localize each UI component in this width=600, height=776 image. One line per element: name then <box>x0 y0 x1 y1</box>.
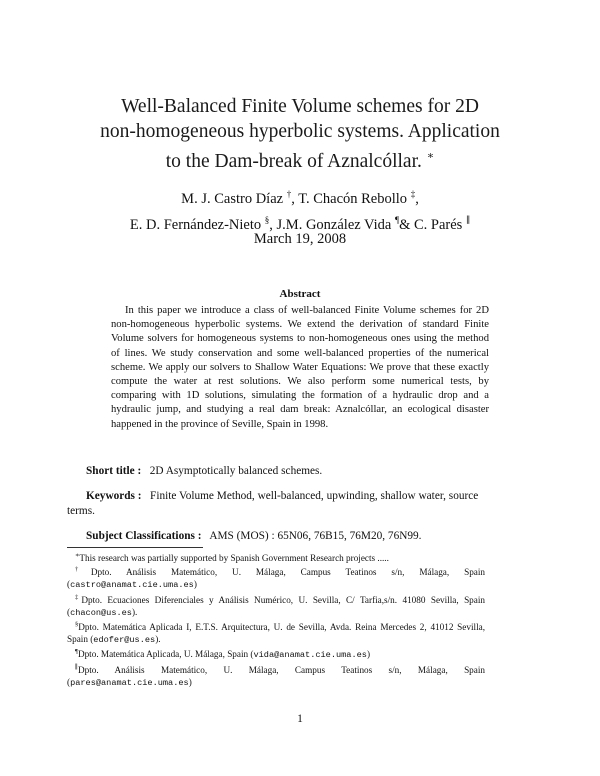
subject-value: AMS (MOS) : 65N06, 76B15, 76M20, 76N99. <box>209 530 422 542</box>
author-fernandez-mark: § <box>264 215 270 225</box>
footnote-mark: ¶ <box>75 648 78 656</box>
title-line-2: non-homogeneous hyperbolic systems. Application <box>100 121 500 142</box>
short-title <box>86 464 506 479</box>
author-line-2: E. D. Fernández-Nieto §, J.M. González Vida ¶& C. Parés ∥ <box>129 215 471 233</box>
footnote-email[interactable]: pares@anamat.cie.uma.es <box>70 677 189 688</box>
author-pares: & C. Parés <box>399 217 463 233</box>
paper-date: March 19, 2008 <box>253 231 347 247</box>
footnote-chacon <box>67 592 485 619</box>
footnotes <box>67 550 485 689</box>
footnote-tail: ). <box>131 606 138 617</box>
author-castro-mark: † <box>286 189 292 199</box>
author-fernandez: E. D. Fernández-Nieto <box>129 217 262 233</box>
footnote-email[interactable]: vida@anamat.cie.uma.es <box>253 650 367 661</box>
footnote-tail: ). <box>155 634 161 645</box>
footnote-text: Dpto. Análisis Matemático, U. Málaga, Campus Teatinos s/n, Málaga, Spain ( <box>67 567 486 590</box>
abstract-text: In this paper we introduce a class of well-balanced Finite Volume schemes for 2D non-homogeneous hyperbolic systems. We extend the derivation of standard Finite Volume solvers for homogeneous systems to non-homogeneous ones using the method of lines. We study conservation and some well-balanced properties of the numerical scheme. We apply our solvers to Shallow Water Equations: We prove that these exactly compute the water at rest solutions. We also perform some numerical tests, by comparing with 1D solutions, simulating the formation of a hydraulic drop and a hydraulic jump, and studying a real dam break: Aznalcóllar, an ecological disaster happened in the province of Seville, Spain in 1998. <box>111 305 489 430</box>
keywords-label: Keywords : <box>86 490 142 502</box>
keywords <box>67 489 487 518</box>
footnote-castro <box>67 564 485 591</box>
footnote-text: Dpto. Ecuaciones Diferenciales y Análisis Numérico, U. Sevilla, C/ Tarfia,s/n. 41080 Sevilla, Spain ( <box>67 594 485 617</box>
subject-label: Subject Classifications : <box>86 530 202 542</box>
abstract-heading: Abstract <box>279 288 321 300</box>
author-list <box>60 184 540 236</box>
short-title-value: 2D Asymptotically balanced schemes. <box>149 465 323 477</box>
author-gonzalez: J.M. González Vida <box>276 217 392 233</box>
footnote-email[interactable]: castro@anamat.cie.uma.es <box>70 580 194 591</box>
footnote-mark: ∥ <box>75 663 79 671</box>
footnote-text: Dpto. Matemática Aplicada I, E.T.S. Arquitectura, U. de Sevilla, Avda. Reina Mercedes 2, 41012 Sevilla, Spain ( <box>67 622 485 645</box>
footnote-funding <box>67 550 485 564</box>
page-number: 1 <box>297 713 303 725</box>
author-line-1: M. J. Castro Díaz †, T. Chacón Rebollo ‡, <box>181 189 419 207</box>
short-title-label: Short title : <box>86 465 142 477</box>
footnote-tail: ) <box>366 649 371 660</box>
subject-classifications <box>86 529 506 544</box>
author-castro: M. J. Castro Díaz <box>181 191 284 207</box>
footnote-text: This research was partially supported by Spanish Government Research projects ..... <box>79 553 389 563</box>
footnote-mark: ∗ <box>75 552 80 559</box>
footnote-text: Dpto. Análisis Matemático, U. Málaga, Campus Teatinos s/n, Málaga, Spain ( <box>67 664 485 687</box>
footnote-fernandez <box>67 619 485 646</box>
author-chacon: T. Chacón Rebollo <box>298 191 408 207</box>
footnote-text: Dpto. Matemática Aplicada, U. Málaga, Spain ( <box>77 649 254 660</box>
title-line-3-text: to the Dam-break of Aznalcóllar. <box>165 151 422 172</box>
footnote-gonzalez <box>67 646 485 661</box>
author-gonzalez-mark: ¶ <box>395 215 400 225</box>
footnote-mark: ‡ <box>75 593 82 601</box>
footnote-email[interactable]: edofer@us.es <box>93 635 156 646</box>
footnote-rule <box>67 547 203 548</box>
keywords-value: Finite Volume Method, well-balanced, upwinding, shallow water, source terms. <box>67 490 479 517</box>
footnote-mark: § <box>75 621 79 629</box>
title-line-3 <box>60 144 540 174</box>
footnote-tail: ) <box>193 579 197 590</box>
author-chacon-mark: ‡ <box>410 189 416 199</box>
paper-title <box>60 94 540 174</box>
title-footnote-mark: ∗ <box>426 150 435 162</box>
footnote-mark: † <box>75 566 91 574</box>
footnote-tail: ) <box>188 676 192 687</box>
author-pares-mark: ∥ <box>465 215 471 225</box>
title-line-1: Well-Balanced Finite Volume schemes for 2D <box>121 96 479 117</box>
footnote-pares <box>67 662 485 689</box>
footnote-email[interactable]: chacon@us.es <box>70 607 132 618</box>
